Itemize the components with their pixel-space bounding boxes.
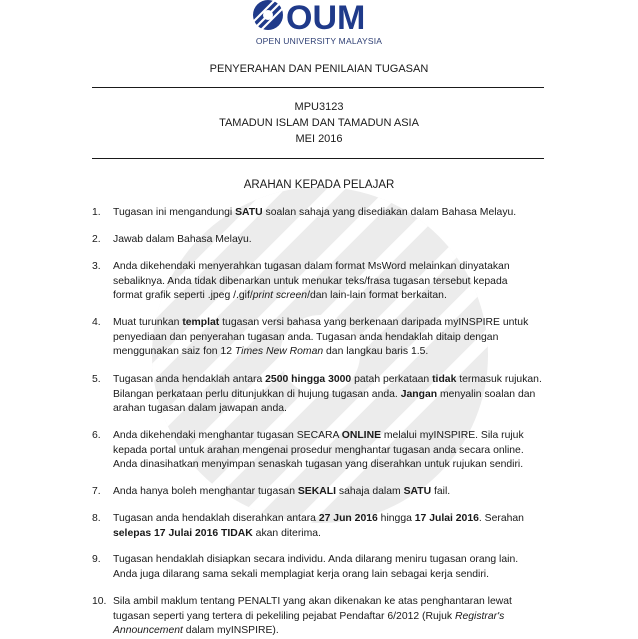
text-run: hingga [377, 513, 415, 524]
text-run: Jawab dalam Bahasa Melayu. [113, 234, 252, 245]
text-run: Anda juga dilarang sama sekali memplagiat kerja orang lain sebagai kerja sendiri. [113, 568, 490, 580]
text-run: dalam myINSPIRE). [182, 625, 279, 636]
text-run: templat [182, 317, 220, 328]
item-line [113, 610, 550, 625]
item-line [113, 512, 550, 527]
document-title: PENYERAHAN DAN PENILAIAN TUGASAN [209, 63, 429, 75]
item-line [113, 345, 550, 360]
text-run: Muat turunkan [113, 317, 183, 328]
text-run: Tugasan ini mengandungi [113, 207, 236, 218]
item-line [113, 388, 550, 403]
item-text [113, 512, 550, 541]
text-run: patah perkataan [351, 374, 433, 385]
text-run: /dan lain-lain format berkaitan. [307, 290, 447, 301]
item-line [113, 206, 550, 221]
text-run: arahan tugasan dalam jawapan anda. [113, 403, 287, 414]
item-number: 1. [92, 207, 101, 218]
item-number: 5. [92, 374, 101, 385]
text-run: dan langkau baris 1.5. [323, 346, 429, 357]
text-run: 2500 hingga 3000 [265, 374, 352, 385]
item-line [113, 458, 550, 473]
text-run: akan diterima. [252, 527, 321, 539]
text-run: sahaja dalam [335, 486, 404, 497]
text-run: 17 Julai 2016 [414, 513, 479, 524]
oum-globe-icon [253, 0, 283, 30]
item-number: 4. [92, 317, 101, 328]
item-line [113, 373, 550, 388]
text-run: tugasan versi bahasa yang berkenaan daripada myINSPIRE untuk [219, 317, 529, 328]
item-text [113, 485, 550, 500]
text-run: Announcement [113, 625, 183, 636]
text-run: tugasan seperti yang tertera di pekeliling pejabat Pendaftar 6/2012 (Rujuk [113, 610, 455, 622]
text-run: tidak [432, 374, 457, 385]
text-run: Anda dikehendaki menyerahkan tugasan dalam format MsWord melainkan dinyatakan [113, 261, 510, 272]
item-line [113, 316, 550, 331]
item-text [113, 316, 550, 360]
item-line [113, 331, 550, 346]
item-text [113, 206, 550, 221]
item-line [113, 275, 550, 290]
text-run: format grafik seperti .jpeg /.gif/ [113, 290, 253, 301]
item-number: 10. [92, 596, 107, 607]
logo-subtitle: OPEN UNIVERSITY MALAYSIA [255, 36, 383, 46]
semester: MEI 2016 [295, 133, 343, 145]
text-run: SATU [403, 486, 432, 497]
text-run: selepas 17 Julai 2016 TIDAK [113, 527, 253, 539]
item-line [113, 289, 550, 304]
item-line [113, 624, 550, 639]
item-number: 6. [92, 430, 101, 441]
text-run: Anda hanya boleh menghantar tugasan [113, 486, 298, 497]
item-text [113, 260, 550, 304]
item-line [113, 553, 550, 568]
item-text [113, 233, 550, 248]
text-run: Times New Roman [234, 346, 324, 357]
item-line [113, 595, 550, 610]
item-line [113, 402, 550, 417]
text-run: SATU [235, 207, 263, 218]
course-name: TAMADUN ISLAM DAN TAMADUN ASIA [219, 117, 419, 129]
text-run: Sila ambil maklum tentang PENALTI yang akan dikenakan ke atas penghantaran lewat [113, 596, 512, 607]
item-line [113, 527, 550, 542]
item-line [113, 485, 550, 500]
text-run: Registrar's [454, 610, 505, 622]
item-line [113, 233, 550, 248]
text-run: Jangan [400, 388, 438, 400]
item-number: 2. [92, 234, 101, 245]
text-run: penyediaan dan penyerahan tugasan anda. Tugasan anda hendaklah ditaip dengan [113, 331, 499, 343]
section-heading: ARAHAN KEPADA PELAJAR [243, 179, 395, 191]
item-line [113, 444, 550, 459]
text-run: fail. [431, 486, 451, 497]
text-run: SEKALI [297, 486, 336, 497]
text-run: Anda dinasihatkan menyimpan senaskah tugasan yang diserahkan untuk rujukan sendiri. [113, 459, 524, 470]
text-run: kepada portal untuk arahan mengenai prosedur menghantar tugasan anda secara online. [113, 444, 524, 456]
item-text [113, 595, 550, 639]
text-run: ONLINE [341, 430, 382, 441]
text-run: sebaliknya. Anda tidak dibenarkan untuk menukar teks/frasa tugasan tersebut kepada [113, 275, 508, 287]
item-number: 9. [92, 554, 101, 565]
logo-wordmark: OUM [286, 0, 366, 37]
text-run: menyalin soalan dan [437, 388, 536, 400]
item-line [113, 260, 550, 275]
item-text [113, 429, 550, 473]
text-run: 27 Jun 2016 [318, 513, 378, 524]
text-run: soalan sahaja yang disediakan dalam Bahasa Melayu. [262, 207, 517, 218]
text-run: Anda dikehendaki menghantar tugasan SECARA [113, 430, 342, 441]
text-run: . Serahan [478, 513, 524, 524]
item-number: 7. [92, 486, 101, 497]
item-line [113, 429, 550, 444]
course-code: MPU3123 [294, 101, 344, 113]
divider-top [92, 87, 544, 88]
item-text [113, 553, 550, 582]
text-run: Tugasan hendaklah disiapkan secara individu. Anda dilarang meniru tugasan orang lain. [113, 554, 519, 565]
text-run: Tugasan anda hendaklah antara [113, 374, 266, 385]
text-run: Bilangan perkataan perlu ditunjukkan di hujung tugasan anda. [113, 388, 401, 400]
text-run: menggunakan saiz fon 12 [113, 346, 235, 357]
divider-bottom [92, 158, 544, 159]
item-line [113, 568, 550, 583]
text-run: print screen [252, 290, 308, 301]
item-number: 8. [92, 513, 101, 524]
text-run: melalui myINSPIRE. Sila rujuk [381, 430, 524, 441]
item-number: 3. [92, 261, 101, 272]
text-run: Tugasan anda hendaklah diserahkan antara [113, 513, 319, 524]
text-run: termasuk rujukan. [456, 374, 542, 385]
item-text [113, 373, 550, 417]
